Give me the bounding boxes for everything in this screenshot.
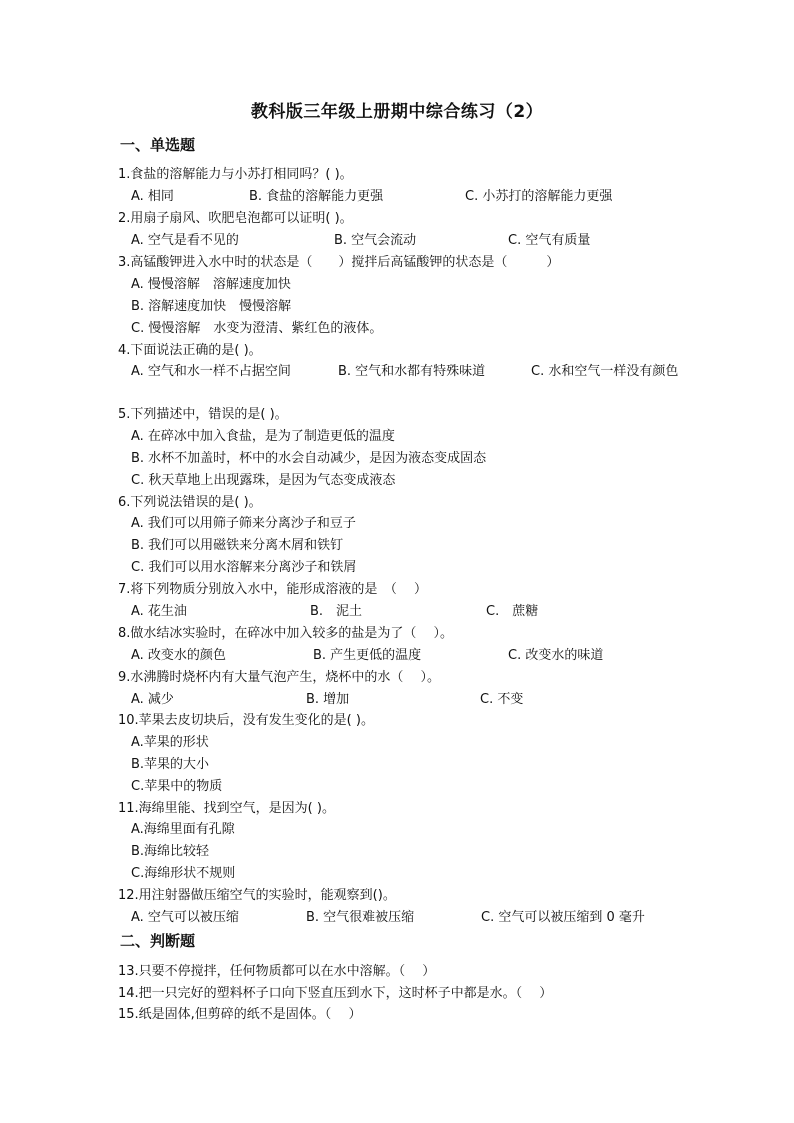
question-11: 11.海绵里能、找到空气，是因为( )。: [118, 801, 335, 816]
question-2: 2.用扇子扇风、吹肥皂泡都可以证明( )。: [118, 211, 353, 226]
q4-option-c: C. 水和空气一样没有颜色: [531, 364, 679, 379]
question-5: 5.下列描述中，错误的是( )。: [118, 407, 288, 422]
q4-options: [131, 361, 691, 383]
question-13: 13.只要不停搅拌，任何物质都可以在水中溶解。（ ）: [118, 964, 436, 979]
q2-option-b: B. 空气会流动: [334, 233, 417, 248]
question-8: 8.做水结冰实验时，在碎冰中加入较多的盐是为了（ ）。: [118, 626, 454, 641]
q12-option-a: A. 空气可以被压缩: [131, 910, 239, 925]
q2-option-c: C. 空气有质量: [508, 233, 591, 248]
q11-option-a: A.海绵里面有孔隙: [131, 822, 235, 837]
question-6: 6.下列说法错误的是( )。: [118, 495, 262, 510]
q10-option-b: B.苹果的大小: [131, 757, 210, 772]
q10-option-a: A.苹果的形状: [131, 735, 209, 750]
q11-option-b: B.海绵比较轻: [131, 844, 210, 859]
q3-option-b: B. 溶解速度加快 慢慢溶解: [131, 299, 292, 314]
question-7: 7.将下列物质分别放入水中，能形成溶液的是 （ ）: [118, 582, 428, 597]
q7-option-b: B. 泥土: [310, 604, 363, 619]
q1-option-a: A. 相同: [131, 189, 174, 204]
section-heading-true-false: 二、判断题: [120, 932, 196, 950]
question-14: 14.把一只完好的塑料杯子口向下竖直压到水下，这时杯子中都是水。（ ）: [118, 986, 553, 1001]
q2-option-a: A. 空气是看不见的: [131, 233, 239, 248]
q3-option-a: A. 慢慢溶解 溶解速度加快: [131, 277, 291, 292]
q3-option-c: C. 慢慢溶解 水变为澄清、紫红色的液体。: [131, 321, 383, 336]
q7-option-c: C. 蔗糖: [486, 604, 539, 619]
q4-option-a: A. 空气和水一样不占据空间: [131, 364, 291, 379]
q9-option-b: B. 增加: [306, 692, 350, 707]
q9-option-a: A. 减少: [131, 692, 174, 707]
q12-option-b: B. 空气很难被压缩: [306, 910, 415, 925]
q7-option-a: A. 花生油: [131, 604, 187, 619]
question-4: 4.下面说法正确的是( )。: [118, 343, 262, 358]
q1-option-c: C. 小苏打的溶解能力更强: [465, 189, 613, 204]
page-title: 教科版三年级上册期中综合练习（2）: [250, 102, 544, 122]
q10-option-c: C.苹果中的物质: [131, 779, 223, 794]
q6-option-b: B. 我们可以用磁铁来分离木屑和铁钉: [131, 538, 344, 553]
q8-option-a: A. 改变水的颜色: [131, 648, 226, 663]
question-15: 15.纸是固体,但剪碎的纸不是固体。（ ）: [118, 1007, 362, 1022]
q11-option-c: C.海绵形状不规则: [131, 866, 236, 881]
q5-option-b: B. 水杯不加盖时，杯中的水会自动减少，是因为液态变成固态: [131, 451, 487, 466]
question-9: 9.水沸腾时烧杯内有大量气泡产生，烧杯中的水（ ）。: [118, 670, 441, 685]
question-12: 12.用注射器做压缩空气的实验时，能观察到()。: [118, 888, 396, 903]
question-1: 1.食盐的溶解能力与小苏打相同吗？( )。: [118, 167, 353, 182]
q5-option-c: C. 秋天草地上出现露珠，是因为气态变成液态: [131, 473, 396, 488]
section-heading-single-choice: 一、单选题: [120, 136, 196, 154]
q6-option-a: A. 我们可以用筛子筛来分离沙子和豆子: [131, 516, 356, 531]
q8-option-c: C. 改变水的味道: [508, 648, 604, 663]
q8-option-b: B. 产生更低的温度: [313, 648, 422, 663]
q12-option-c: C. 空气可以被压缩到 0 毫升: [481, 910, 645, 925]
question-3: 3.高锰酸钾进入水中时的状态是（ ）搅拌后高锰酸钾的状态是（ ）: [118, 255, 560, 270]
q4-option-b: B. 空气和水都有特殊味道: [338, 364, 486, 379]
q6-option-c: C. 我们可以用水溶解来分离沙子和铁屑: [131, 560, 357, 575]
q1-option-b: B. 食盐的溶解能力更强: [249, 189, 384, 204]
question-10: 10.苹果去皮切块后，没有发生变化的是( )。: [118, 713, 374, 728]
q9-option-c: C. 不变: [480, 692, 524, 707]
q5-option-a: A. 在碎冰中加入食盐，是为了制造更低的温度: [131, 429, 395, 444]
